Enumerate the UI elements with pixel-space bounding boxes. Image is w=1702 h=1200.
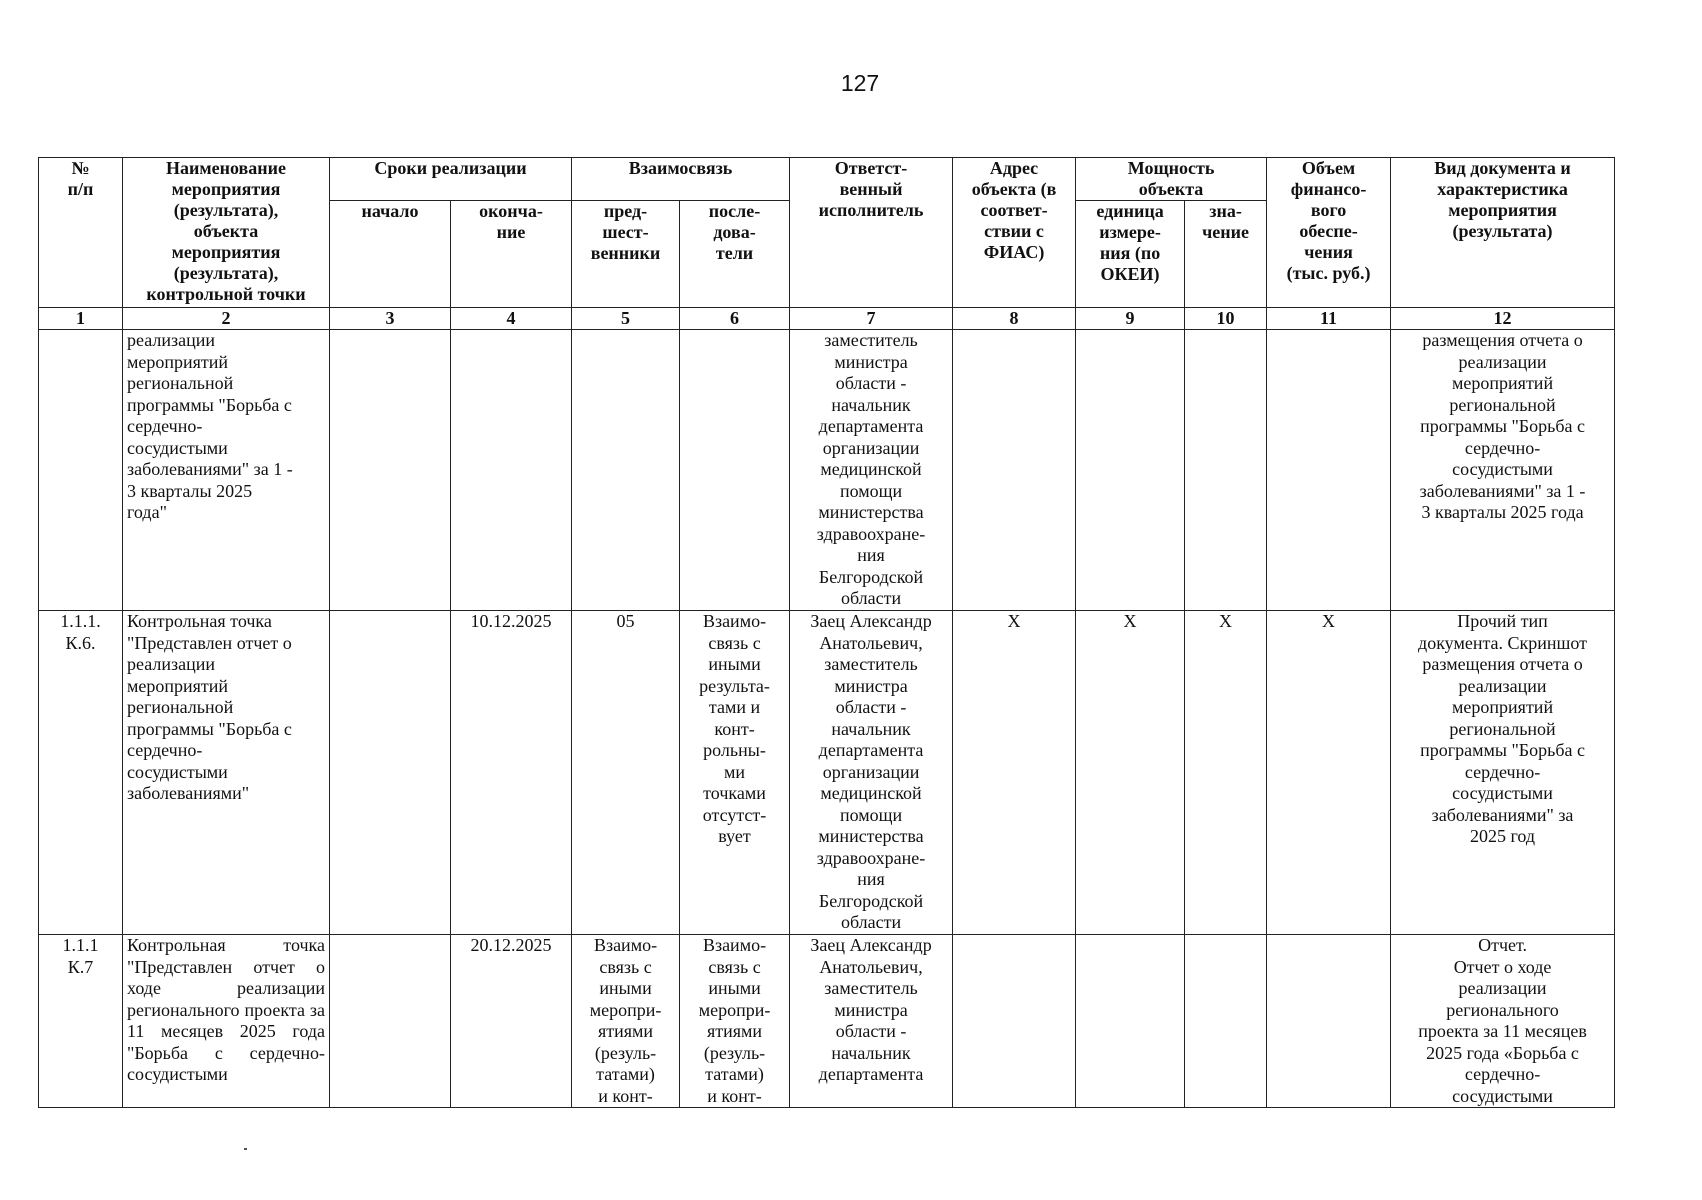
- row-predecessors: [572, 330, 680, 611]
- row-unit: [1076, 330, 1185, 611]
- row-address: [953, 330, 1076, 611]
- column-number: 6: [680, 308, 790, 330]
- header-power-unit: единица измере- ния (по ОКЕИ): [1076, 201, 1185, 308]
- row-number: 1.1.1. К.6.: [39, 611, 123, 935]
- header-link-group: Взаимосвязь: [572, 158, 790, 201]
- row-address: Х: [953, 611, 1076, 935]
- header-predecessors: пред- шест- венники: [572, 201, 680, 308]
- row-end: [451, 330, 572, 611]
- row-executor: Заец Александр Анатольевич, заместитель министра области - начальник департамента организации медицинской помощи министерства здравоохране- ния Белгородской области: [790, 611, 953, 935]
- column-number: 8: [953, 308, 1076, 330]
- header-term-end: оконча- ние: [451, 201, 572, 308]
- row-executor: Заец Александр Анатольевич, заместитель министра области - начальник департамента: [790, 935, 953, 1108]
- table-row: [39, 611, 1615, 935]
- row-name: Контрольная точка "Представлен отчет о реализации мероприятий региональной программы "Борьба с сердечно- сосудистыми заболеваниями": [123, 611, 330, 935]
- row-value: [1185, 330, 1267, 611]
- row-number: [39, 330, 123, 611]
- column-number: 3: [330, 308, 451, 330]
- scan-speck: [244, 1148, 247, 1150]
- column-number-row: [39, 308, 1615, 330]
- table-header: [39, 158, 1615, 330]
- row-unit: [1076, 935, 1185, 1108]
- header-finance: Объем финансо- вого обеспе- чения (тыс. руб.): [1267, 158, 1391, 308]
- row-start: [330, 611, 451, 935]
- header-term-start: начало: [330, 201, 451, 308]
- header-document: Вид документа и характеристика мероприятия (результата): [1391, 158, 1615, 308]
- row-predecessors: 05: [572, 611, 680, 935]
- row-name: реализации мероприятий региональной программы "Борьба с сердечно- сосудистыми заболеваниями" за 1 - 3 кварталы 2025 года": [123, 330, 330, 611]
- column-number: 7: [790, 308, 953, 330]
- header-activity-name: Наименование мероприятия (результата), объекта мероприятия (результата), контрольной точки: [123, 158, 330, 308]
- row-successors: Взаимо- связь с иными меропри- ятиями (резуль- татами) и конт-: [680, 935, 790, 1108]
- row-document: Отчет. Отчет о ходе реализации регионального проекта за 11 месяцев 2025 года «Борьба с сердечно- сосудистыми: [1391, 935, 1615, 1108]
- header-executor: Ответст- венный исполнитель: [790, 158, 953, 308]
- column-number: 1: [39, 308, 123, 330]
- row-successors: Взаимо- связь с иными результа- тами и конт- рольны- ми точками отсутст- вует: [680, 611, 790, 935]
- header-number: № п/п: [39, 158, 123, 308]
- row-finance: [1267, 330, 1391, 611]
- row-start: [330, 330, 451, 611]
- column-number: 4: [451, 308, 572, 330]
- row-document: размещения отчета о реализации мероприятий региональной программы "Борьба с сердечно- сосудистыми заболеваниями" за 1 - 3 кварталы 2025 года: [1391, 330, 1615, 611]
- column-number: 10: [1185, 308, 1267, 330]
- row-end: 10.12.2025: [451, 611, 572, 935]
- table-row: [39, 935, 1615, 1108]
- header-successors: после- дова- тели: [680, 201, 790, 308]
- header-power-value: зна- чение: [1185, 201, 1267, 308]
- row-successors: [680, 330, 790, 611]
- header-terms-group: Сроки реализации: [330, 158, 572, 201]
- header-address: Адрес объекта (в соответ- ствии с ФИАС): [953, 158, 1076, 308]
- row-start: [330, 935, 451, 1108]
- column-number: 5: [572, 308, 680, 330]
- header-power-group: Мощность объекта: [1076, 158, 1267, 201]
- row-number: 1.1.1 К.7: [39, 935, 123, 1108]
- row-finance: [1267, 935, 1391, 1108]
- column-number: 12: [1391, 308, 1615, 330]
- page-number: 127: [840, 70, 880, 96]
- table-body: [39, 330, 1615, 1108]
- row-address: [953, 935, 1076, 1108]
- row-finance: Х: [1267, 611, 1391, 935]
- row-document: Прочий тип документа. Скриншот размещения отчета о реализации мероприятий региональной программы "Борьба с сердечно- сосудистыми заболеваниями" за 2025 год: [1391, 611, 1615, 935]
- activities-table: [38, 157, 1615, 1108]
- column-number: 11: [1267, 308, 1391, 330]
- column-number: 2: [123, 308, 330, 330]
- row-predecessors: Взаимо- связь с иными меропри- ятиями (резуль- татами) и конт-: [572, 935, 680, 1108]
- row-value: Х: [1185, 611, 1267, 935]
- row-unit: Х: [1076, 611, 1185, 935]
- row-executor: заместитель министра области - начальник департамента организации медицинской помощи министерства здравоохране- ния Белгородской области: [790, 330, 953, 611]
- row-name: Контрольная точка "Представлен отчет о ходе реализации регионального проекта за 11 месяцев 2025 года "Борьба с сердечно- сосудистыми: [123, 935, 330, 1108]
- table-row: [39, 330, 1615, 611]
- column-number: 9: [1076, 308, 1185, 330]
- row-end: 20.12.2025: [451, 935, 572, 1108]
- row-value: [1185, 935, 1267, 1108]
